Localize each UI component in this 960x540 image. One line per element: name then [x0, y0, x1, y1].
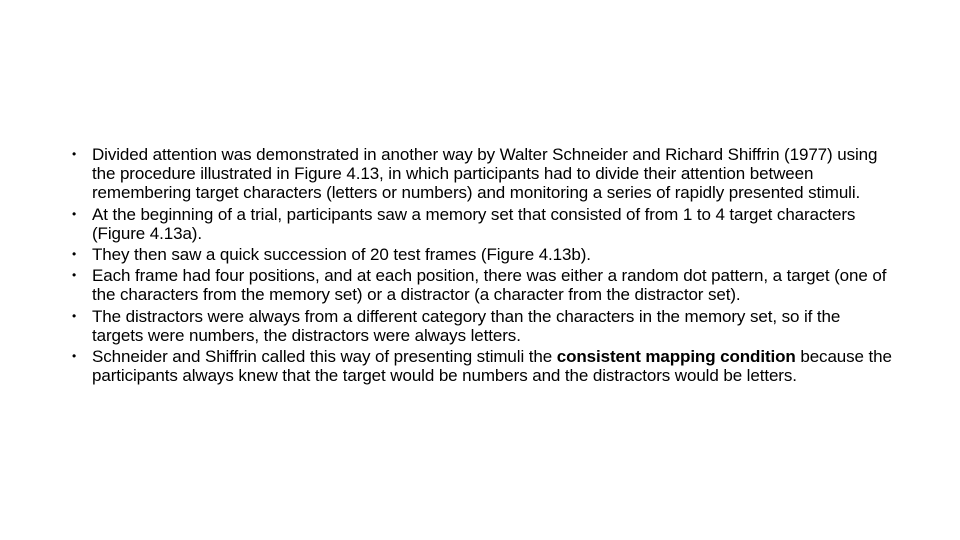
bullet-text: They then saw a quick succession of 20 test frames (Figure 4.13b). [92, 245, 591, 265]
bullet-text-bold: consistent mapping condition [556, 347, 796, 367]
slide-content [72, 145, 892, 387]
bullet-text: Divided attention was demonstrated in another way by Walter Schneider and Richard Shiffrin (1977) using the procedure illustrated in Figure 4.13, in which participants had to divide their attention between remembering target characters (letters or numbers) and monitoring a series of rapidly presented stimuli. [92, 145, 878, 203]
bullet-icon: • [72, 247, 77, 262]
bullet-item [72, 145, 892, 203]
bullet-icon: • [72, 268, 77, 283]
bullet-item [72, 266, 892, 304]
bullet-icon: • [72, 349, 77, 364]
bullet-icon: • [72, 206, 77, 221]
bullet-text: The distractors were always from a different category than the characters in the memory set, so if the targets were numbers, the distractors were always letters. [92, 306, 841, 345]
bullet-text: At the beginning of a trial, participants saw a memory set that consisted of from 1 to 4 target characters (Figure 4.13a). [92, 204, 856, 243]
bullet-text-before: Schneider and Shiffrin called this way of presenting stimuli the [92, 347, 557, 367]
bullet-icon: • [72, 308, 77, 323]
bullet-item [72, 205, 892, 243]
bullet-icon: • [72, 147, 77, 161]
bullet-item [72, 347, 892, 385]
bullet-text: Each frame had four positions, and at each position, there was either a random dot pattern, a target (one of the characters from the memory set) or a distractor (a character from the distractor set). [92, 266, 887, 305]
bullet-list [72, 145, 892, 385]
bullet-item [72, 307, 892, 345]
bullet-text-after: because the participants always knew that the target would be numbers and the distractors would be letters. [92, 347, 892, 386]
bullet-item [72, 245, 892, 264]
